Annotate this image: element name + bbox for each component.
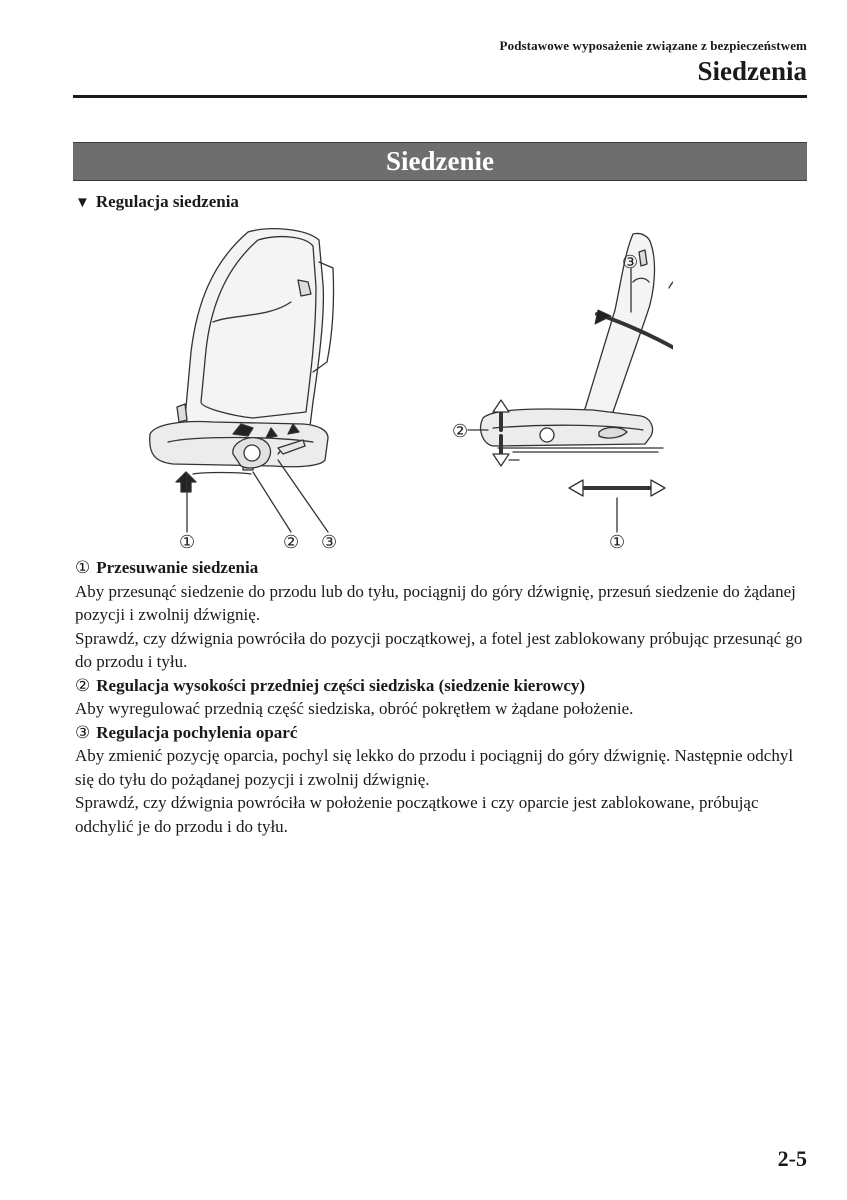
item-title-label: Przesuwanie siedzenia <box>96 558 259 577</box>
item-3-paragraph-1: Aby zmienić pozycję oparcia, pochyl się lekko do przodu i pociągnij do góry dźwignię. Następnie odchyl się do tyłu do pożądanej pozycji i zwolnij dźwignię. <box>75 746 794 789</box>
item-2-paragraph-1: Aby wyregulować przednią część siedziska, obróć pokrętłem w żądane położenie. <box>75 699 634 718</box>
callout-right-2: ② <box>452 421 469 442</box>
item-number: ② <box>75 675 91 695</box>
callout-left-1: ① <box>179 532 196 553</box>
callout-left-2: ② <box>283 532 300 553</box>
subheading <box>75 192 239 212</box>
item-1-paragraph-2: Sprawdź, czy dźwignia powróciła do pozycji początkowej, a fotel jest zablokowany próbując przesunąć go do przodu i tyłu. <box>75 628 803 671</box>
header-divider <box>73 95 807 98</box>
header-subtitle: Podstawowe wyposażenie związane z bezpieczeństwem <box>499 38 807 53</box>
instructions <box>75 556 810 838</box>
side-seat-drawing <box>481 233 673 496</box>
subheading-label: Regulacja siedzenia <box>95 192 239 211</box>
item-title-label: Regulacja pochylenia oparć <box>96 722 298 742</box>
callout-right-1: ① <box>609 532 626 553</box>
callout-right-3: ③ <box>622 252 639 273</box>
item-1-title <box>75 556 810 580</box>
item-3-paragraph-2: Sprawdź, czy dźwignia powróciła w położenie początkowe i czy oparcie jest zablokowane, próbując odchylić je do przodu i do tyłu. <box>75 793 759 836</box>
leader-line <box>278 460 328 532</box>
front-seat-drawing <box>150 229 334 492</box>
triangle-marker-icon: ▼ <box>75 195 90 211</box>
item-title-label: Regulacja wysokości przedniej części siedziska (siedzenie kierowcy) <box>96 675 586 695</box>
section-title-bar <box>73 142 807 181</box>
seat-adjustment-illustration <box>73 222 673 557</box>
item-number: ③ <box>75 722 91 742</box>
callout-left-3: ③ <box>321 532 338 553</box>
item-2-title <box>75 674 810 698</box>
item-number: ① <box>75 558 91 577</box>
page-number: 2-5 <box>777 1146 807 1171</box>
item-3-title <box>75 721 810 745</box>
header-title: Siedzenia <box>697 56 807 86</box>
item-1-paragraph-1: Aby przesunąć siedzenie do przodu lub do tyłu, pociągnij do góry dźwignię, przesuń siedzenie do żądanej pozycji i zwolnij dźwignię. <box>75 581 796 624</box>
section-title: Siedzenie <box>386 146 494 176</box>
leader-line <box>253 472 291 532</box>
